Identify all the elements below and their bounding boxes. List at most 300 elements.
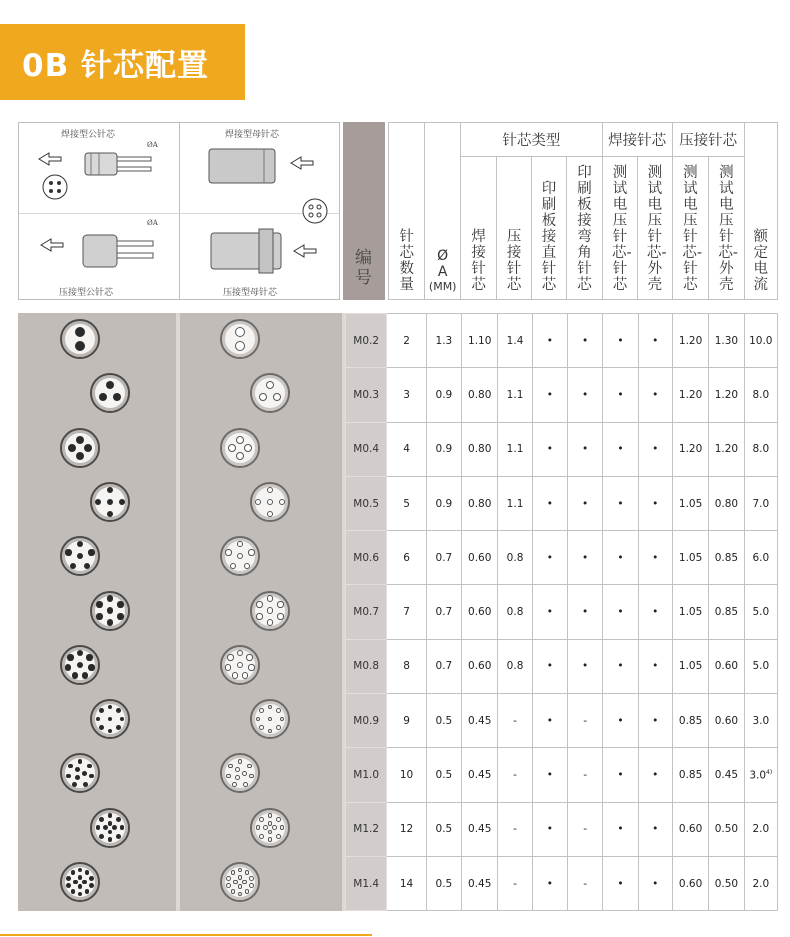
cell-current: 7.0 bbox=[744, 476, 777, 530]
male-pin-face-icon bbox=[60, 862, 100, 902]
pin-dot bbox=[259, 834, 264, 839]
pin-dot bbox=[107, 499, 113, 505]
pin-dot bbox=[75, 775, 80, 780]
cell-crimp: - bbox=[498, 694, 532, 748]
pin-dot bbox=[256, 613, 262, 619]
pin-dot bbox=[243, 782, 248, 787]
cell-count: 5 bbox=[387, 476, 426, 530]
weld-male-pin-drawing bbox=[85, 153, 151, 175]
cell-count: 9 bbox=[387, 694, 426, 748]
header-crimp-test-pin: 测试电压针芯-针芯 bbox=[672, 157, 708, 300]
pin-dot bbox=[89, 876, 94, 881]
cell-pcb-b: • bbox=[568, 639, 603, 693]
cell-dia: 0.5 bbox=[426, 694, 461, 748]
header-pin-count: 针芯数量 bbox=[389, 123, 425, 300]
cell-weld: 0.60 bbox=[462, 531, 498, 585]
pin-dot bbox=[71, 889, 76, 894]
caption-weld-female: 焊接型母针芯 bbox=[225, 130, 280, 140]
pin-dot bbox=[272, 825, 277, 830]
pin-dot bbox=[235, 341, 245, 351]
cell-pcb-b: - bbox=[568, 856, 603, 910]
cell-ct-pin: 0.85 bbox=[672, 694, 708, 748]
pin-dot bbox=[238, 875, 243, 880]
pin-dot bbox=[248, 549, 254, 555]
pin-dot bbox=[89, 883, 94, 888]
row-id-cell: M0.2 bbox=[346, 314, 387, 368]
pin-dot bbox=[106, 381, 114, 389]
cell-pcb-s: • bbox=[532, 694, 567, 748]
pin-dot bbox=[280, 825, 285, 830]
pin-dot bbox=[78, 884, 83, 889]
pin-dot bbox=[77, 650, 83, 656]
cell-wt-pin: • bbox=[603, 856, 638, 910]
female-pin-face-icon bbox=[220, 536, 260, 576]
pin-dot bbox=[65, 549, 71, 555]
header-crimp-pin: 压接针芯 bbox=[497, 157, 531, 300]
male-pin-face-icon bbox=[90, 373, 130, 413]
pin-dot bbox=[268, 813, 273, 818]
cell-ct-shell: 0.50 bbox=[709, 856, 744, 910]
pin-dot bbox=[237, 650, 243, 656]
row-id-cell: M1.4 bbox=[346, 856, 387, 910]
cell-ct-pin: 0.85 bbox=[672, 748, 708, 802]
cell-current: 5.0 bbox=[744, 585, 777, 639]
pin-dot bbox=[119, 499, 125, 505]
pin-dot bbox=[242, 672, 248, 678]
cell-pcb-b: • bbox=[568, 585, 603, 639]
pin-dot bbox=[242, 880, 247, 885]
header-crimp-test-shell: 测试电压针芯-外壳 bbox=[709, 157, 744, 300]
pin-dot bbox=[76, 452, 84, 460]
pin-dot bbox=[108, 813, 113, 818]
cell-wt-pin: • bbox=[603, 748, 638, 802]
cell-current: 8.0 bbox=[744, 368, 777, 422]
pin-dot bbox=[244, 444, 252, 452]
cell-pcb-b: - bbox=[568, 802, 603, 856]
pin-dot bbox=[235, 767, 240, 772]
pin-dot bbox=[77, 541, 83, 547]
pin-dot bbox=[231, 889, 236, 894]
cell-ct-shell: 0.85 bbox=[709, 531, 744, 585]
pin-dot bbox=[256, 717, 261, 722]
cell-ct-shell: 0.60 bbox=[709, 694, 744, 748]
cell-ct-shell: 0.50 bbox=[709, 802, 744, 856]
pin-dot bbox=[116, 834, 121, 839]
connector-line-drawing bbox=[19, 123, 341, 301]
cell-ct-pin: 1.20 bbox=[672, 314, 708, 368]
pin-dot bbox=[267, 511, 273, 517]
cell-weld: 0.45 bbox=[462, 856, 498, 910]
male-pin-face-icon bbox=[90, 591, 130, 631]
cell-count: 12 bbox=[387, 802, 426, 856]
arrow-left-icon bbox=[41, 239, 63, 251]
table-row bbox=[346, 585, 778, 639]
pin-dot bbox=[232, 782, 237, 787]
cell-count: 14 bbox=[387, 856, 426, 910]
pin-dot bbox=[237, 662, 243, 668]
pin-dot bbox=[95, 499, 101, 505]
cell-crimp: - bbox=[498, 856, 532, 910]
weld-female-pin-drawing bbox=[209, 149, 275, 183]
cell-crimp: 1.1 bbox=[498, 422, 532, 476]
cell-dia: 0.5 bbox=[426, 856, 461, 910]
table-row bbox=[346, 639, 778, 693]
pin-dot bbox=[268, 837, 273, 842]
cell-wt-pin: • bbox=[603, 368, 638, 422]
pin-dot bbox=[68, 444, 76, 452]
caption-weld-male: 焊接型公针芯 bbox=[61, 130, 116, 140]
pin-dot bbox=[107, 487, 113, 493]
cell-weld: 0.45 bbox=[462, 802, 498, 856]
male-pin-face-icon bbox=[60, 753, 100, 793]
row-id-cell: M0.9 bbox=[346, 694, 387, 748]
male-pin-face-icon bbox=[60, 536, 100, 576]
pin-dot bbox=[228, 444, 236, 452]
cell-count: 3 bbox=[387, 368, 426, 422]
pin-dot bbox=[82, 771, 87, 776]
cell-weld: 1.10 bbox=[462, 314, 498, 368]
cell-pcb-b: • bbox=[568, 531, 603, 585]
cell-pcb-b: • bbox=[568, 422, 603, 476]
pin-dot bbox=[85, 870, 90, 875]
pin-dot bbox=[108, 837, 113, 842]
pin-dot bbox=[276, 708, 281, 713]
cell-ct-pin: 0.60 bbox=[672, 802, 708, 856]
cell-dia: 0.5 bbox=[426, 802, 461, 856]
pin-dot bbox=[246, 654, 252, 660]
cell-weld: 0.45 bbox=[462, 748, 498, 802]
row-id-cell: M1.0 bbox=[346, 748, 387, 802]
pin-dot bbox=[88, 549, 94, 555]
cell-pcb-b: - bbox=[568, 748, 603, 802]
cell-crimp: - bbox=[498, 802, 532, 856]
row-id-cell: M0.5 bbox=[346, 476, 387, 530]
pin-dot bbox=[232, 672, 238, 678]
pin-dot bbox=[277, 601, 283, 607]
pin-dot bbox=[256, 825, 261, 830]
cell-crimp: - bbox=[498, 748, 532, 802]
table-row bbox=[346, 422, 778, 476]
pin-dot bbox=[65, 664, 71, 670]
cell-pcb-b: • bbox=[568, 314, 603, 368]
cell-wt-shell: • bbox=[638, 422, 672, 476]
cell-crimp: 0.8 bbox=[498, 585, 532, 639]
cell-pcb-s: • bbox=[532, 639, 567, 693]
male-pin-face-icon bbox=[90, 808, 130, 848]
pin-dot bbox=[107, 607, 113, 613]
pin-dot bbox=[266, 381, 274, 389]
pin-dot bbox=[225, 664, 231, 670]
cell-current: 3.0 bbox=[744, 694, 777, 748]
pin-dot bbox=[108, 729, 113, 734]
female-pin-face-icon bbox=[220, 428, 260, 468]
header-weld-test-shell: 测试电压针芯-外壳 bbox=[638, 157, 672, 300]
female-pin-face-icon bbox=[250, 591, 290, 631]
female-pin-face-icon bbox=[250, 699, 290, 739]
pin-dot bbox=[88, 664, 94, 670]
cell-wt-shell: • bbox=[638, 856, 672, 910]
pin-dot bbox=[117, 613, 123, 619]
pin-dot bbox=[268, 729, 273, 734]
cell-ct-pin: 1.20 bbox=[672, 368, 708, 422]
pin-dot bbox=[230, 563, 236, 569]
cell-count: 8 bbox=[387, 639, 426, 693]
pin-dot bbox=[107, 511, 113, 517]
cell-ct-pin: 1.05 bbox=[672, 476, 708, 530]
cell-ct-pin: 1.05 bbox=[672, 639, 708, 693]
cell-ct-pin: 1.05 bbox=[672, 531, 708, 585]
cell-count: 6 bbox=[387, 531, 426, 585]
header-group-crimp: 压接针芯 bbox=[672, 123, 744, 157]
pin-dot bbox=[99, 393, 107, 401]
pin-dot bbox=[77, 662, 83, 668]
pin-dot bbox=[85, 889, 90, 894]
cell-current: 8.0 bbox=[744, 422, 777, 476]
cell-ct-pin: 1.20 bbox=[672, 422, 708, 476]
pin-dot bbox=[84, 563, 90, 569]
cell-wt-shell: • bbox=[638, 314, 672, 368]
table-row bbox=[346, 694, 778, 748]
pin-dot bbox=[99, 725, 104, 730]
cell-pcb-s: • bbox=[532, 422, 567, 476]
male-pin-face-icon bbox=[60, 319, 100, 359]
cell-ct-pin: 0.60 bbox=[672, 856, 708, 910]
pin-dot bbox=[226, 774, 231, 779]
row-id-cell: M0.3 bbox=[346, 368, 387, 422]
cell-weld: 0.60 bbox=[462, 639, 498, 693]
pin-dot bbox=[228, 764, 233, 769]
pin-dot bbox=[249, 774, 254, 779]
row-id-cell: M1.2 bbox=[346, 802, 387, 856]
id-column-header bbox=[343, 122, 385, 300]
pin-dot bbox=[78, 875, 83, 880]
pin-dot bbox=[120, 717, 125, 722]
cell-count: 2 bbox=[387, 314, 426, 368]
cell-dia: 0.9 bbox=[426, 422, 461, 476]
female-pin-face-icon bbox=[220, 645, 260, 685]
pin-dot bbox=[78, 892, 83, 897]
cell-dia: 0.7 bbox=[426, 531, 461, 585]
male-pin-face-icon bbox=[90, 482, 130, 522]
connector-face-panel bbox=[18, 313, 385, 911]
cell-wt-pin: • bbox=[603, 585, 638, 639]
pin-dot bbox=[66, 876, 71, 881]
pin-dot bbox=[237, 541, 243, 547]
pin-dot bbox=[76, 436, 84, 444]
cell-current: 10.0 bbox=[744, 314, 777, 368]
pin-dot bbox=[255, 499, 261, 505]
cell-wt-pin: • bbox=[603, 476, 638, 530]
pin-dot bbox=[70, 563, 76, 569]
pin-dot bbox=[226, 883, 231, 888]
cell-crimp: 0.8 bbox=[498, 639, 532, 693]
cell-count: 4 bbox=[387, 422, 426, 476]
pin-dot bbox=[238, 892, 243, 897]
dim-label-bottom: ØA bbox=[147, 219, 158, 227]
female-pin-face-icon bbox=[220, 753, 260, 793]
cell-pcb-s: • bbox=[532, 531, 567, 585]
pin-dot bbox=[236, 452, 244, 460]
pin-dot bbox=[249, 883, 254, 888]
pin-dot bbox=[107, 595, 113, 601]
pin-dot bbox=[238, 759, 243, 764]
pin-dot bbox=[83, 782, 88, 787]
pin-dot bbox=[103, 825, 108, 830]
cell-pcb-s: • bbox=[532, 585, 567, 639]
cell-ct-shell: 1.20 bbox=[709, 422, 744, 476]
bottom-accent-line bbox=[0, 934, 372, 936]
cell-wt-pin: • bbox=[603, 639, 638, 693]
table-row bbox=[346, 314, 778, 368]
pin-dot bbox=[99, 817, 104, 822]
table-row bbox=[346, 476, 778, 530]
pin-dot bbox=[277, 613, 283, 619]
cell-dia: 0.9 bbox=[426, 476, 461, 530]
pin-dot bbox=[237, 553, 243, 559]
pin-dot bbox=[267, 499, 273, 505]
cell-dia: 0.5 bbox=[426, 748, 461, 802]
pin-face-icon bbox=[303, 199, 327, 223]
cell-wt-shell: • bbox=[638, 585, 672, 639]
pin-dot bbox=[267, 487, 273, 493]
cell-ct-pin: 1.05 bbox=[672, 585, 708, 639]
pin-dot bbox=[280, 717, 285, 722]
table-row bbox=[346, 531, 778, 585]
pin-dot bbox=[108, 830, 113, 835]
pin-dot bbox=[75, 767, 80, 772]
row-id-cell: M0.6 bbox=[346, 531, 387, 585]
pin-dot bbox=[73, 880, 78, 885]
pin-dot bbox=[244, 563, 250, 569]
pin-dot bbox=[226, 876, 231, 881]
cell-wt-shell: • bbox=[638, 802, 672, 856]
cell-weld: 0.80 bbox=[462, 476, 498, 530]
pin-dot bbox=[87, 764, 92, 769]
crimp-male-pin-drawing bbox=[83, 235, 153, 267]
pin-dot bbox=[72, 782, 77, 787]
pin-dot bbox=[99, 834, 104, 839]
cell-pcb-s: • bbox=[532, 856, 567, 910]
cell-pcb-s: • bbox=[532, 368, 567, 422]
cell-dia: 0.7 bbox=[426, 639, 461, 693]
arrow-left-icon bbox=[39, 153, 61, 165]
cell-weld: 0.80 bbox=[462, 422, 498, 476]
pin-dot bbox=[259, 708, 264, 713]
pin-dot bbox=[112, 825, 117, 830]
pin-dot bbox=[273, 393, 281, 401]
pin-dot bbox=[71, 870, 76, 875]
pin-dot bbox=[77, 553, 83, 559]
pin-face-icon bbox=[43, 175, 67, 199]
cell-pcb-b: - bbox=[568, 694, 603, 748]
header-diameter: Ø A (MM) bbox=[425, 123, 460, 300]
cell-ct-shell: 0.45 bbox=[709, 748, 744, 802]
cell-wt-shell: • bbox=[638, 368, 672, 422]
pin-dot bbox=[227, 654, 233, 660]
female-pin-face-icon bbox=[220, 862, 260, 902]
pin-dot bbox=[108, 705, 113, 710]
cell-wt-shell: • bbox=[638, 639, 672, 693]
crimp-female-pin-drawing bbox=[211, 229, 281, 273]
pin-dot bbox=[225, 549, 231, 555]
pin-dot bbox=[66, 883, 71, 888]
cell-current: 3.0$^{4)}$ bbox=[744, 748, 777, 802]
pin-dot bbox=[248, 664, 254, 670]
male-pin-face-icon bbox=[90, 699, 130, 739]
pin-dot bbox=[82, 880, 87, 885]
arrow-left-icon bbox=[291, 157, 313, 169]
cell-weld: 0.80 bbox=[462, 368, 498, 422]
cell-weld: 0.60 bbox=[462, 585, 498, 639]
cell-crimp: 1.4 bbox=[498, 314, 532, 368]
pin-dot bbox=[268, 821, 273, 826]
pin-dot bbox=[259, 393, 267, 401]
pin-dot bbox=[276, 834, 281, 839]
header-group-weld: 焊接针芯 bbox=[602, 123, 672, 157]
cell-ct-shell: 1.30 bbox=[709, 314, 744, 368]
row-id-cell: M0.8 bbox=[346, 639, 387, 693]
pin-dot bbox=[116, 725, 121, 730]
pin-dot bbox=[96, 601, 102, 607]
pin-dot bbox=[86, 654, 92, 660]
pin-dot bbox=[84, 444, 92, 452]
row-id-cell: M0.7 bbox=[346, 585, 387, 639]
female-pin-face-icon bbox=[220, 319, 260, 359]
cell-pcb-s: • bbox=[532, 802, 567, 856]
header-weld-pin: 焊接针芯 bbox=[460, 157, 496, 300]
pin-dot bbox=[268, 705, 273, 710]
pin-dot bbox=[245, 870, 250, 875]
pin-dot bbox=[268, 717, 273, 722]
pin-dot bbox=[259, 725, 264, 730]
cell-pcb-b: • bbox=[568, 476, 603, 530]
pin-dot bbox=[99, 708, 104, 713]
header-weld-test-pin: 测试电压针芯-针芯 bbox=[602, 157, 637, 300]
pin-dot bbox=[233, 880, 238, 885]
pin-dot bbox=[96, 613, 102, 619]
pin-dot bbox=[108, 821, 113, 826]
caption-crimp-male: 压接型公针芯 bbox=[59, 288, 114, 298]
pin-dot bbox=[72, 672, 78, 678]
male-pin-face-icon bbox=[60, 645, 100, 685]
cell-ct-shell: 0.85 bbox=[709, 585, 744, 639]
cell-current: 5.0 bbox=[744, 639, 777, 693]
cell-crimp: 1.1 bbox=[498, 368, 532, 422]
cell-wt-pin: • bbox=[603, 802, 638, 856]
pin-dot bbox=[247, 764, 252, 769]
header-pcb-straight: 印刷板接直针芯 bbox=[531, 157, 566, 300]
male-pin-face-icon bbox=[60, 428, 100, 468]
cell-weld: 0.45 bbox=[462, 694, 498, 748]
pin-dot bbox=[108, 717, 113, 722]
spec-table-body bbox=[345, 313, 778, 911]
pin-dot bbox=[120, 825, 125, 830]
table-row bbox=[346, 802, 778, 856]
pin-dot bbox=[235, 327, 245, 337]
pin-dot bbox=[267, 595, 273, 601]
female-pin-face-icon bbox=[250, 808, 290, 848]
section-title: 0B 针芯配置 bbox=[22, 47, 209, 84]
table-row bbox=[346, 748, 778, 802]
header-pcb-bent: 印刷板接弯角针芯 bbox=[567, 157, 602, 300]
pin-dot bbox=[68, 764, 73, 769]
pin-dot bbox=[117, 601, 123, 607]
pin-dot bbox=[267, 607, 273, 613]
cell-wt-pin: • bbox=[603, 694, 638, 748]
header-rated-current: 额定电流 bbox=[744, 123, 777, 300]
cell-wt-pin: • bbox=[603, 314, 638, 368]
id-column-label: 编号 bbox=[355, 248, 372, 288]
